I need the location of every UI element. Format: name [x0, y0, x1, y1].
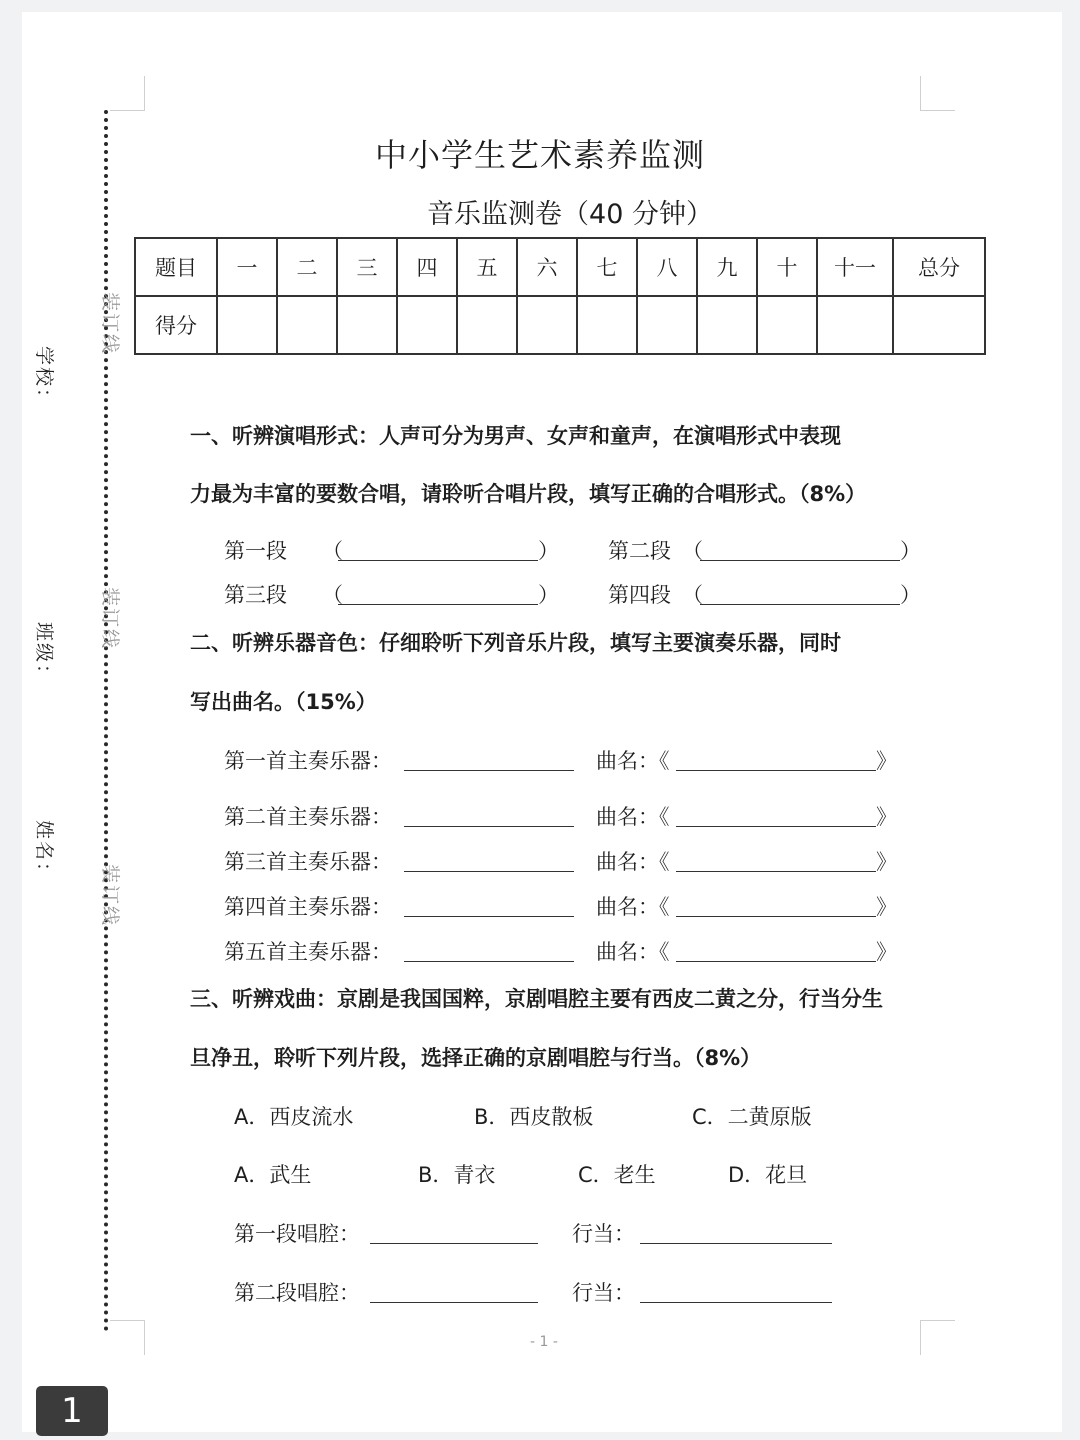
tune-option[interactable]: A．西皮流水 — [234, 1105, 354, 1129]
score-cell[interactable] — [517, 296, 577, 354]
binding-line-label: 装订线 — [99, 863, 122, 928]
name-label: 姓名： — [33, 819, 56, 884]
section1-question-line2: 力最为丰富的要数合唱，请聆听合唱片段，填写正确的合唱形式。（8%） — [190, 482, 867, 506]
crop-mark — [920, 76, 955, 111]
song-title-blank[interactable] — [676, 939, 876, 962]
section2-question-line2: 写出曲名。（15%） — [190, 690, 377, 714]
chorus-item-label: 第三段 — [224, 583, 287, 607]
score-header-cell: 十 — [757, 238, 817, 296]
role-option[interactable]: B．青衣 — [418, 1163, 496, 1187]
section1-question-line1: 一、听辨演唱形式：人声可分为男声、女声和童声，在演唱形式中表现 — [190, 424, 841, 448]
chorus-answer-open: （ — [322, 583, 343, 607]
song-title-blank[interactable] — [676, 748, 876, 771]
instrument-answer-blank[interactable] — [404, 894, 574, 917]
chorus-answer-close: ） — [538, 539, 559, 563]
song-title-close: 》 — [876, 895, 897, 919]
score-cell[interactable] — [577, 296, 637, 354]
page-number: - 1 - — [530, 1334, 558, 1350]
score-header-cell: 九 — [697, 238, 757, 296]
score-cell[interactable] — [757, 296, 817, 354]
song-title-label: 曲名：《 — [596, 805, 670, 829]
song-title-close: 》 — [876, 805, 897, 829]
chorus-item-label: 第一段 — [224, 539, 287, 563]
chorus-answer-close: ） — [900, 539, 921, 563]
role-answer-blank[interactable] — [640, 1280, 832, 1303]
section3-question-line1: 三、听辨戏曲：京剧是我国国粹，京剧唱腔主要有西皮二黄之分，行当分生 — [190, 987, 883, 1011]
instrument-item-label: 第三首主奏乐器： — [224, 850, 392, 874]
score-cell[interactable] — [817, 296, 893, 354]
score-cell[interactable] — [397, 296, 457, 354]
binding-line-label: 装订线 — [99, 586, 122, 651]
crop-mark — [110, 76, 145, 111]
song-title-label: 曲名：《 — [596, 850, 670, 874]
instrument-item-label: 第一首主奏乐器： — [224, 749, 392, 773]
class-label: 班级： — [33, 621, 56, 686]
role-answer-label: 行当： — [572, 1222, 635, 1246]
score-cell[interactable] — [337, 296, 397, 354]
instrument-answer-blank[interactable] — [404, 804, 574, 827]
role-option[interactable]: C．老生 — [578, 1163, 656, 1187]
exam-subtitle: 音乐监测卷（40 分钟） — [427, 199, 713, 230]
score-header-cell: 七 — [577, 238, 637, 296]
score-header-cell: 八 — [637, 238, 697, 296]
score-cell[interactable] — [277, 296, 337, 354]
role-option[interactable]: D．花旦 — [728, 1163, 808, 1187]
score-table-header-row — [135, 238, 985, 296]
tune-answer-label: 第二段唱腔： — [234, 1281, 360, 1305]
tune-answer-label: 第一段唱腔： — [234, 1222, 360, 1246]
tune-answer-blank[interactable] — [370, 1221, 538, 1244]
instrument-answer-blank[interactable] — [404, 849, 574, 872]
page-indicator-badge[interactable]: 1 — [36, 1386, 108, 1436]
score-header-cell: 总分 — [893, 238, 985, 296]
song-title-close: 》 — [876, 940, 897, 964]
score-table — [134, 237, 986, 355]
song-title-close: 》 — [876, 850, 897, 874]
score-cell[interactable] — [637, 296, 697, 354]
song-title-close: 》 — [876, 749, 897, 773]
score-header-cell: 六 — [517, 238, 577, 296]
tune-answer-blank[interactable] — [370, 1280, 538, 1303]
role-answer-blank[interactable] — [640, 1221, 832, 1244]
instrument-answer-blank[interactable] — [404, 939, 574, 962]
score-header-cell: 一 — [217, 238, 277, 296]
score-row-label: 得分 — [135, 296, 217, 354]
instrument-item-label: 第五首主奏乐器： — [224, 940, 392, 964]
chorus-answer-close: ） — [900, 583, 921, 607]
role-answer-label: 行当： — [572, 1281, 635, 1305]
chorus-answer-blank[interactable] — [338, 538, 538, 561]
chorus-answer-blank[interactable] — [338, 582, 538, 605]
tune-option[interactable]: C．二黄原版 — [692, 1105, 812, 1129]
chorus-answer-open: （ — [682, 583, 703, 607]
chorus-answer-open: （ — [322, 539, 343, 563]
role-option[interactable]: A．武生 — [234, 1163, 312, 1187]
score-header-cell: 二 — [277, 238, 337, 296]
chorus-answer-close: ） — [538, 583, 559, 607]
score-header-cell: 三 — [337, 238, 397, 296]
score-table-score-row — [135, 296, 985, 354]
score-header-cell: 四 — [397, 238, 457, 296]
score-cell[interactable] — [217, 296, 277, 354]
score-header-cell: 五 — [457, 238, 517, 296]
score-header-cell: 题目 — [135, 238, 217, 296]
binding-line-label: 装订线 — [99, 291, 122, 356]
school-label: 学校： — [33, 345, 56, 410]
instrument-answer-blank[interactable] — [404, 748, 574, 771]
score-header-cell: 十一 — [817, 238, 893, 296]
instrument-item-label: 第二首主奏乐器： — [224, 805, 392, 829]
score-cell[interactable] — [893, 296, 985, 354]
score-cell[interactable] — [457, 296, 517, 354]
section2-question-line1: 二、听辨乐器音色：仔细聆听下列音乐片段，填写主要演奏乐器，同时 — [190, 631, 841, 655]
chorus-answer-blank[interactable] — [700, 538, 900, 561]
section3-question-line2: 旦净丑，聆听下列片段，选择正确的京剧唱腔与行当。（8%） — [190, 1046, 762, 1070]
chorus-answer-open: （ — [682, 539, 703, 563]
chorus-item-label: 第二段 — [608, 539, 671, 563]
song-title-label: 曲名：《 — [596, 940, 670, 964]
instrument-item-label: 第四首主奏乐器： — [224, 895, 392, 919]
song-title-label: 曲名：《 — [596, 749, 670, 773]
song-title-label: 曲名：《 — [596, 895, 670, 919]
chorus-answer-blank[interactable] — [700, 582, 900, 605]
exam-title: 中小学生艺术素养监测 — [374, 136, 705, 174]
song-title-blank[interactable] — [676, 849, 876, 872]
song-title-blank[interactable] — [676, 804, 876, 827]
chorus-item-label: 第四段 — [608, 583, 671, 607]
tune-option[interactable]: B．西皮散板 — [474, 1105, 594, 1129]
score-cell[interactable] — [697, 296, 757, 354]
song-title-blank[interactable] — [676, 894, 876, 917]
